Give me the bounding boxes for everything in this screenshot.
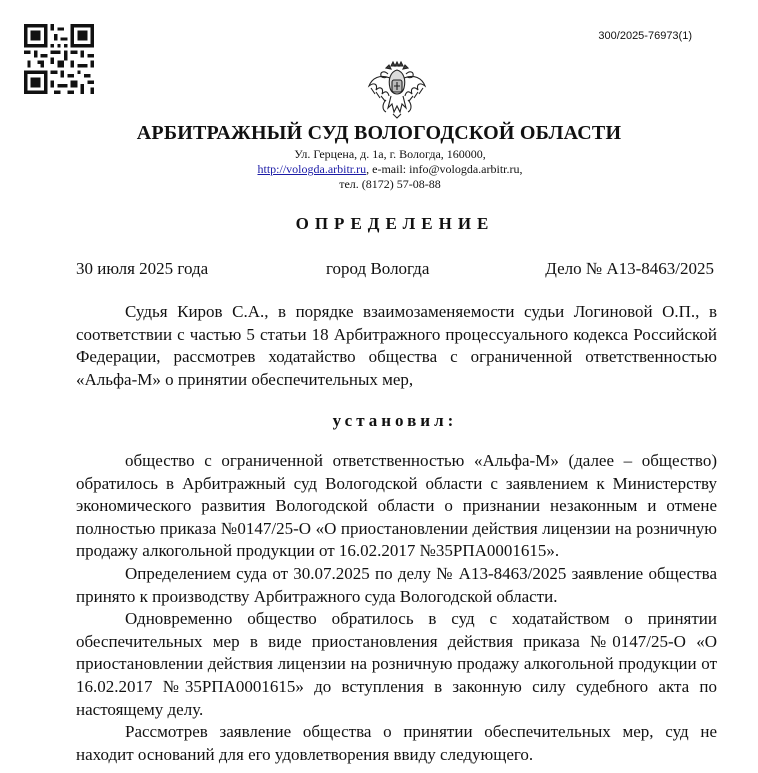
document-date: 30 июля 2025 года <box>76 259 209 278</box>
paragraph: Одновременно общество обратилось в суд с ходатайством о принятии обеспечительных мер в виде приостановления действия приказа №0147/25-О «О приостановлении действия лицензии на розничную продажу алкогольной продукции от 16.02.2017 №35РПА0001615» до вступления в законную силу судебного акта по настоящему делу. <box>76 609 717 719</box>
findings-body <box>76 450 717 766</box>
paragraph: Определением суда от 30.07.2025 по делу № А13-8463/2025 заявление общества принято к производству Арбитражного суда Вологодской области. <box>76 563 717 606</box>
document-city: город Вологда <box>326 259 430 278</box>
document-number: 300/2025-76973(1) <box>598 30 692 42</box>
paragraph: Рассмотрев заявление общества о принятии обеспечительных мер, суд не находит оснований для его удовлетворения ввиду следующего. <box>76 722 717 764</box>
section-title: установил: <box>332 411 458 430</box>
case-number: Дело № А13-8463/2025 <box>545 259 714 278</box>
coat-of-arms-icon <box>366 60 428 120</box>
paragraph: общество с ограниченной ответственностью «Альфа-М» (далее – общество) обратилось в Арбитражный суд Вологодской области с заявлением к Министерству экономического развития Вологодской области о признании незаконным и отмене полностью приказа №0147/25-О «О приостановлении действия лицензии на розничную продажу алкогольной продукции от 16.02.2017 №35РПА0001615». <box>76 451 717 561</box>
qr-code <box>24 24 94 94</box>
court-name: АРБИТРАЖНЫЙ СУД ВОЛОГОДСКОЙ ОБЛАСТИ <box>136 122 622 144</box>
court-phone: тел. (8172) 57-08-88 <box>339 177 441 191</box>
court-website-link[interactable]: http://vologda.arbitr.ru <box>257 162 367 176</box>
intro-paragraph <box>76 301 717 391</box>
court-email: , e-mail: info@vologda.arbitr.ru, <box>366 162 523 176</box>
document-type: ОПРЕДЕЛЕНИЕ <box>295 214 495 233</box>
court-contacts <box>0 162 758 177</box>
court-address: Ул. Герцена, д. 1а, г. Вологда, 160000, <box>294 147 486 161</box>
intro-text: Судья Киров С.А., в порядке взаимозаменяемости судьи Логиновой О.П., в соответствии с частью 5 статьи 18 Арбитражного процессуального кодекса Российской Федерации, рассмотрев ходатайство общества с ограниченной ответственностью «Альфа-М» о принятии обеспечительных мер, <box>76 302 717 389</box>
